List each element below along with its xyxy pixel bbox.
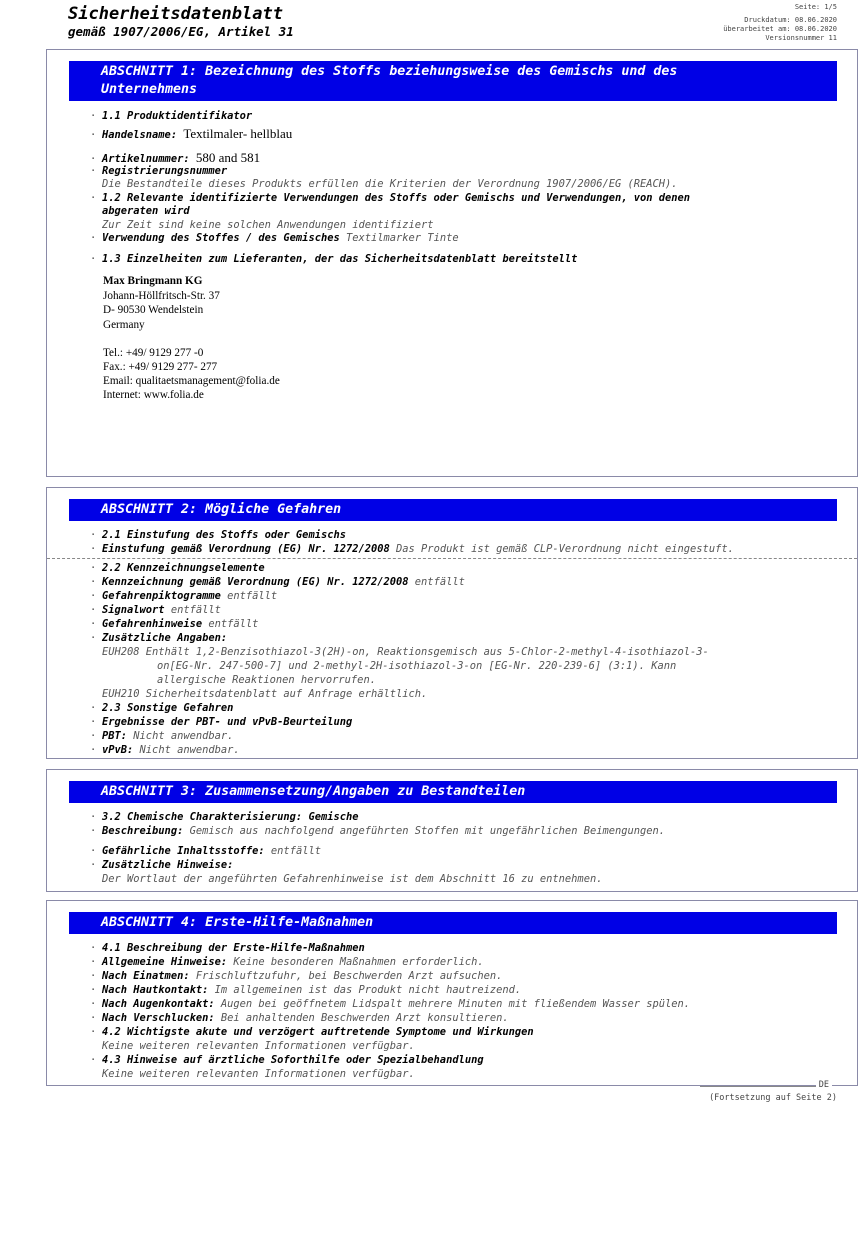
registration-number-heading: · Registrierungsnummer [90, 165, 228, 177]
uses-heading-cont: abgeraten wird [102, 205, 190, 217]
article-number-label: Artikelnummer: [102, 153, 190, 165]
after-swallowing-row: · Nach Verschlucken: Bei anhaltenden Beschwerden Arzt konsultieren. [90, 1012, 509, 1024]
pictograms-row: · Gefahrenpiktogramme entfällt [90, 590, 278, 602]
euh208-line3: allergische Reaktionen hervorrufen. [157, 674, 376, 686]
trade-name-label: Handelsname: [102, 129, 178, 141]
labelling-row: · Kennzeichnung gemäß Verordnung (EG) Nr. 1272/2008 entfällt [90, 576, 465, 588]
euh210-line: EUH210 Sicherheitsdatenblatt auf Anfrage erhältlich. [102, 688, 428, 700]
uses-heading: · 1.2 Relevante identifizierte Verwendungen des Stoffs oder Gemischs und Verwendungen, von denen [90, 192, 691, 204]
additional-info-heading: · Zusätzliche Angaben: [90, 632, 228, 644]
company-website[interactable]: Internet: www.folia.de [103, 389, 204, 401]
after-eye-contact-row: · Nach Augenkontakt: Augen bei geöffnetem Lidspalt mehrere Minuten mit fließendem Wasser spülen. [90, 998, 691, 1010]
section-3 [46, 769, 858, 892]
pbt-row: · PBT: Nicht anwendbar. [90, 730, 234, 742]
article-number-value: 580 and 581 [195, 150, 261, 165]
company-city: D- 90530 Wendelstein [103, 304, 204, 316]
company-phone: Tel.: +49/ 9129 277 -0 [103, 347, 204, 359]
chemical-characterization-heading: · 3.2 Chemische Charakterisierung: Gemische [90, 811, 359, 823]
medical-treatment-heading: · 4.3 Hinweise auf ärztliche Soforthilfe oder Spezialbehandlung [90, 1054, 484, 1066]
company-name: Max Bringmann KG [103, 275, 203, 287]
print-date: Druckdatum: 08.06.2020 [744, 16, 837, 24]
pbt-assessment-heading: · Ergebnisse der PBT- und vPvB-Beurteilung [90, 716, 353, 728]
section-1-title-line2: Unternehmens [101, 82, 198, 97]
revision-date: überarbeitet am: 08.06.2020 [723, 25, 837, 33]
version-number: Versionsnummer 11 [765, 34, 837, 42]
classification-heading: · 2.1 Einstufung des Stoffs oder Gemischs [90, 529, 346, 541]
company-street: Johann-Höllfritsch-Str. 37 [103, 290, 220, 302]
article-number-row: · Artikelnummer: 580 and 581 [90, 150, 261, 165]
company-country: Germany [103, 319, 145, 331]
section-1-title-line1: ABSCHNITT 1: Bezeichnung des Stoffs beziehungsweise des Gemischs und des [101, 64, 678, 79]
footer-rule [700, 1086, 818, 1087]
page-number: Seite: 1/5 [794, 3, 837, 11]
medical-treatment-text: Keine weiteren relevanten Informationen verfügbar. [102, 1068, 415, 1080]
separator-line [47, 558, 857, 559]
after-skin-contact-row: · Nach Hautkontakt: Im allgemeinen ist das Produkt nicht hautreizend. [90, 984, 522, 996]
section-2-header: ABSCHNITT 2: Mögliche Gefahren [69, 499, 837, 521]
additional-notes-text: Der Wortlaut der angeführten Gefahrenhinweise ist dem Abschnitt 16 zu entnehmen. [102, 873, 603, 885]
general-notes-row: · Allgemeine Hinweise: Keine besonderen Maßnahmen erforderlich. [90, 956, 484, 968]
euh208-line2: on[EG-Nr. 247-500-7] und 2-methyl-2H-isothiazol-3-on [EG-Nr. 220-239-6] (3:1). Kann [157, 660, 677, 672]
document-title: Sicherheitsdatenblatt [68, 4, 283, 24]
trade-name-row: · Handelsname: Textilmaler- hellblau [90, 126, 293, 141]
section-4 [46, 900, 858, 1086]
additional-notes-heading: · Zusätzliche Hinweise: [90, 859, 234, 871]
hazard-statements-row: · Gefahrenhinweise entfällt [90, 618, 259, 630]
uses-text: Zur Zeit sind keine solchen Anwendungen identifiziert [102, 219, 434, 231]
description-row: · Beschreibung: Gemisch aus nachfolgend angeführten Stoffen mit ungefährlichen Beimengungen. [90, 825, 666, 837]
language-code: DE [816, 1080, 832, 1090]
registration-text: Die Bestandteile dieses Produkts erfüllen die Kriterien der Verordnung 1907/2006/EG (REACH). [102, 178, 678, 190]
classification-row: · Einstufung gemäß Verordnung (EG) Nr. 1272/2008 Das Produkt ist gemäß CLP-Verordnung nicht eingestuft. [90, 543, 734, 555]
document-subtitle: gemäß 1907/2006/EG, Artikel 31 [68, 24, 294, 39]
euh208-line1: EUH208 Enthält 1,2-Benzisothiazol-3(2H)-on, Reaktionsgemisch aus 5-Chlor-2-methyl-4-isothiazol-3- [102, 646, 709, 658]
company-fax: Fax.: +49/ 9129 277- 277 [103, 361, 218, 373]
supplier-heading: · 1.3 Einzelheiten zum Lieferanten, der das Sicherheitsdatenblatt bereitstellt [90, 253, 578, 265]
section-3-header: ABSCHNITT 3: Zusammensetzung/Angaben zu Bestandteilen [69, 781, 837, 803]
signal-word-row: · Signalwort entfällt [90, 604, 221, 616]
symptoms-text: Keine weiteren relevanten Informationen verfügbar. [102, 1040, 415, 1052]
use-of-substance-row: · Verwendung des Stoffes / des Gemisches Textilmarker Tinte [90, 232, 459, 244]
section-4-header: ABSCHNITT 4: Erste-Hilfe-Maßnahmen [69, 912, 837, 934]
section-1-header [69, 61, 837, 101]
vpvb-row: · vPvB: Nicht anwendbar. [90, 744, 240, 756]
section-1 [46, 49, 858, 477]
section-2 [46, 487, 858, 759]
symptoms-heading: · 4.2 Wichtigste akute und verzögert auftretende Symptome und Wirkungen [90, 1026, 534, 1038]
trade-name-value: Textilmaler- hellblau [183, 126, 293, 141]
hazardous-ingredients-row: · Gefährliche Inhaltsstoffe: entfällt [90, 845, 321, 857]
company-email[interactable]: Email: qualitaetsmanagement@folia.de [103, 375, 280, 387]
first-aid-heading: · 4.1 Beschreibung der Erste-Hilfe-Maßnahmen [90, 942, 365, 954]
after-inhalation-row: · Nach Einatmen: Frischluftzufuhr, bei Beschwerden Arzt aufsuchen. [90, 970, 503, 982]
other-hazards-heading: · 2.3 Sonstige Gefahren [90, 702, 234, 714]
continuation-note: (Fortsetzung auf Seite 2) [709, 1093, 837, 1103]
product-identifier-heading: · 1.1 Produktidentifikator [90, 110, 253, 122]
label-elements-heading: · 2.2 Kennzeichnungselemente [90, 562, 265, 574]
